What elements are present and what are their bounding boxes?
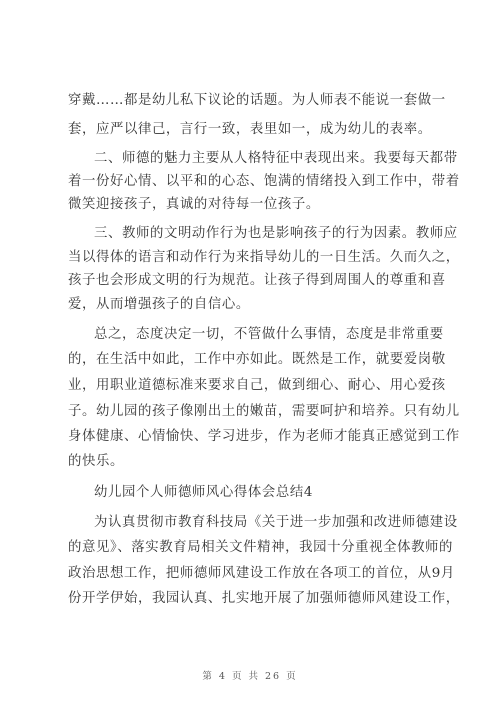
paragraph-line: 子。幼儿园的孩子像刚出土的嫩苗，需要呵护和培养。只有幼儿 (68, 404, 460, 419)
paragraph-line: 总之，态度决定一切，不管做什么事情，态度是非常重要 (94, 327, 444, 342)
paragraph-line: 为认真贯彻市教育科技局《关于进一步加强和改进师德建设 (94, 515, 458, 530)
paragraph-line: 政治思想工作，把师德师风建设工作放在各项工的首位，从9月 (68, 566, 455, 581)
section-heading: 幼儿园个人师德师风心得体会总结4 (94, 485, 313, 500)
paragraph-line: 着一份好心情、以平和的心态、饱满的情绪投入到工作中，带着 (68, 174, 460, 189)
paragraph-line: 穿戴……都是幼儿私下议论的话题。为人师表不能说一套做一 (68, 93, 446, 108)
paragraph-line: 的意见》、落实教育局相关文件精神，我园十分重视全体教师的 (68, 540, 454, 555)
paragraph-line: 的快乐。 (68, 454, 124, 469)
paragraph-line: 的，在生活中如此，工作中亦如此。既然是工作，就要爱岗敬 (68, 352, 446, 367)
paragraph-line: 身体健康、心情愉快、学习进步，作为老师才能真正感觉到工作 (68, 429, 460, 444)
paragraph-line: 当以得体的语言和动作行为来指导幼儿的一日生活。久而久之， (68, 250, 460, 265)
paragraph-line: 爱，从而增强孩子的自信心。 (68, 297, 250, 312)
page-footer: 第 4 页 共 26 页 (202, 671, 298, 682)
paragraph-line: 二、师德的魅力主要从人格特征中表现出来。我要每天都带 (94, 151, 458, 166)
paragraph-line: 份开学伊始，我园认真、扎实地开展了加强师德师风建设工作， (68, 591, 460, 606)
paragraph-line: 套，应严以律己，言行一致，表里如一，成为幼儿的表率。 (68, 122, 432, 137)
paragraph-line: 三、教师的文明动作行为也是影响孩子的行为因素。教师应 (94, 226, 458, 241)
paragraph-line: 孩子也会形成文明的行为规范。让孩子得到周围人的尊重和喜 (68, 273, 446, 288)
paragraph-line: 业，用职业道德标准来要求自己，做到细心、耐心、用心爱孩 (68, 378, 446, 393)
paragraph-line: 微笑迎接孩子，真诚的对待每一位孩子。 (68, 197, 320, 212)
